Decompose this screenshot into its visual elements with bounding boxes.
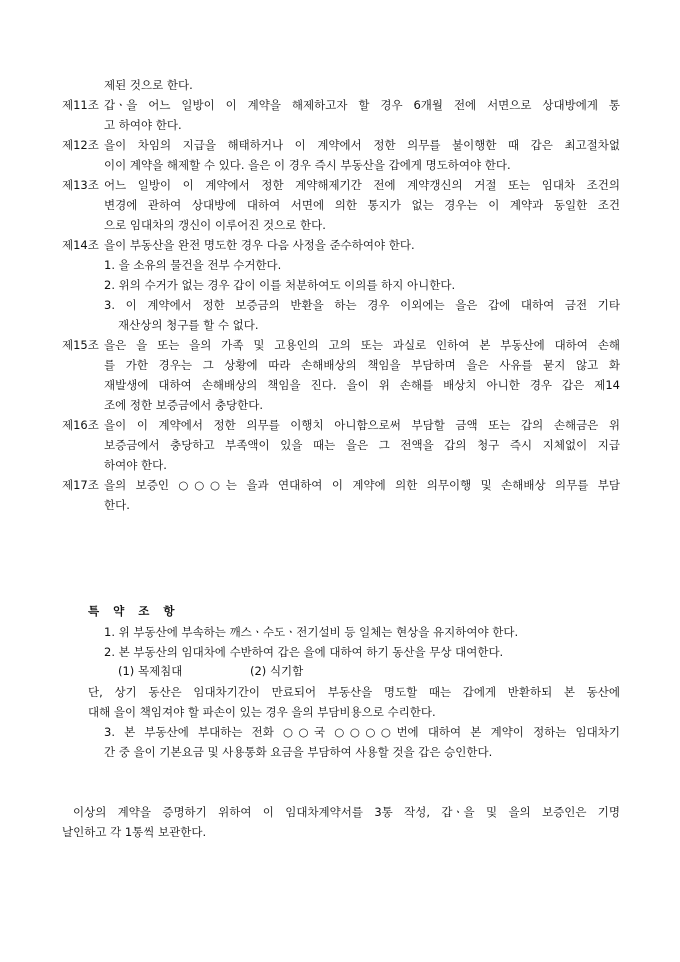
article-12-line-2: 이이 계약을 해제할 수 있다. 을은 이 경우 즉시 부동산을 갑에게 명도하여야 한다. — [104, 158, 511, 172]
article-16-line-3: 하여야 한다. — [104, 458, 167, 472]
article-15-line-2: 를 가한 경우는 그 상황에 따라 손해배상의 책임을 부담하며 을은 사유를 묻지 않고 화 — [104, 358, 620, 372]
special-term-item-1: (1) 목제침대 — [118, 664, 183, 678]
article-17-number: 제17조 — [62, 478, 99, 492]
special-term-note-line-1: 단, 상기 동산은 임대차기간이 만료되어 부동산을 명도할 때는 갑에게 반환하되 본 동산에 — [88, 685, 620, 699]
article-14-item-3-line-1: 3. 이 계약에서 정한 보증금의 반환을 하는 경우 이외에는 을은 갑에 대하여 금전 기타 — [104, 298, 620, 312]
article-16-number: 제16조 — [62, 418, 99, 432]
article-15-number: 제15조 — [62, 338, 99, 352]
special-term-item-2: (2) 식기함 — [250, 664, 304, 678]
article-11-number: 제11조 — [62, 98, 99, 112]
article-13-line-3: 으로 임대차의 갱신이 이루어진 것으로 한다. — [104, 218, 326, 232]
article-14-item-1: 1. 을 소유의 물건을 전부 수거한다. — [104, 258, 282, 272]
article-13-number: 제13조 — [62, 178, 99, 192]
special-term-1: 1. 위 부동산에 부속하는 깨스ㆍ수도ㆍ전기설비 등 일체는 현상을 유지하여야 한다. — [104, 625, 519, 639]
closing-line-1: 이상의 계약을 증명하기 위하여 이 임대차계약서를 3통 작성, 갑ㆍ을 및 을의 보증인은 기명 — [73, 805, 620, 819]
article-14-line-1: 을이 부동산을 완전 명도한 경우 다음 사정을 준수하여야 한다. — [104, 238, 415, 252]
article-15-line-4: 조에 정한 보증금에서 충당한다. — [104, 398, 264, 412]
article-14-item-3-line-2: 재산상의 청구를 할 수 없다. — [118, 318, 259, 332]
article-12-number: 제12조 — [62, 138, 99, 152]
article-11-line-1: 갑ㆍ을 어느 일방이 이 계약을 해제하고자 할 경우 6개월 전에 서면으로 상대방에게 통 — [104, 98, 620, 112]
special-terms-heading: 특 약 조 항 — [88, 604, 180, 618]
carry-over-line: 제된 것으로 한다. — [104, 78, 193, 92]
special-term-3-line-1: 3. 본 부동산에 부대하는 전화 ○○국 ○○○○번에 대하여 본 계약이 정하는 임대차기 — [104, 725, 620, 739]
special-term-3-line-2: 간 중 을이 기본요금 및 사용통화 요금을 부담하여 사용할 것을 갑은 승인한다. — [104, 745, 493, 759]
special-term-2: 2. 본 부동산의 임대차에 수반하여 갑은 을에 대하여 하기 동산을 무상 대여한다. — [104, 645, 504, 659]
special-term-note-line-2: 대해 을이 책임져야 할 파손이 있는 경우 을의 부담비용으로 수리한다. — [88, 705, 436, 719]
article-17-line-2: 한다. — [104, 498, 130, 512]
article-15-line-1: 을은 을 또는 을의 가족 및 고용인의 고의 또는 과실로 인하여 본 부동산에 대하여 손해 — [104, 338, 620, 352]
article-12-line-1: 을이 차임의 지급을 해태하거나 이 계약에서 정한 의무를 불이행한 때 갑은 최고절차없 — [104, 138, 620, 152]
article-14-number: 제14조 — [62, 238, 99, 252]
article-17-line-1: 을의 보증인 ○○○는 을과 연대하여 이 계약에 의한 의무이행 및 손해배상 의무를 부담 — [104, 478, 620, 492]
article-13-line-2: 변경에 관하여 상대방에 대하여 서면에 의한 통지가 없는 경우는 이 계약과 동일한 조건 — [104, 198, 620, 212]
article-15-line-3: 재발생에 대하여 손해배상의 책임을 진다. 을이 위 손해를 배상치 아니한 경우 갑은 제14 — [104, 378, 620, 392]
article-16-line-1: 을이 이 계약에서 정한 의무를 이행치 아니함으로써 부담할 금액 또는 갑의 손해금은 위 — [104, 418, 620, 432]
article-13-line-1: 어느 일방이 이 계약에서 정한 계약해제기간 전에 계약갱신의 거절 또는 임대차 조건의 — [104, 178, 620, 192]
article-16-line-2: 보증금에서 충당하고 부족액이 있을 때는 을은 그 전액을 갑의 청구 즉시 지체없이 지급 — [104, 438, 620, 452]
article-14-item-2: 2. 위의 수거가 없는 경우 갑이 이를 처분하여도 이의를 하지 아니한다. — [104, 278, 456, 292]
closing-line-2: 날인하고 각 1통씩 보관한다. — [62, 825, 207, 839]
article-11-line-2: 고 하여야 한다. — [104, 118, 182, 132]
